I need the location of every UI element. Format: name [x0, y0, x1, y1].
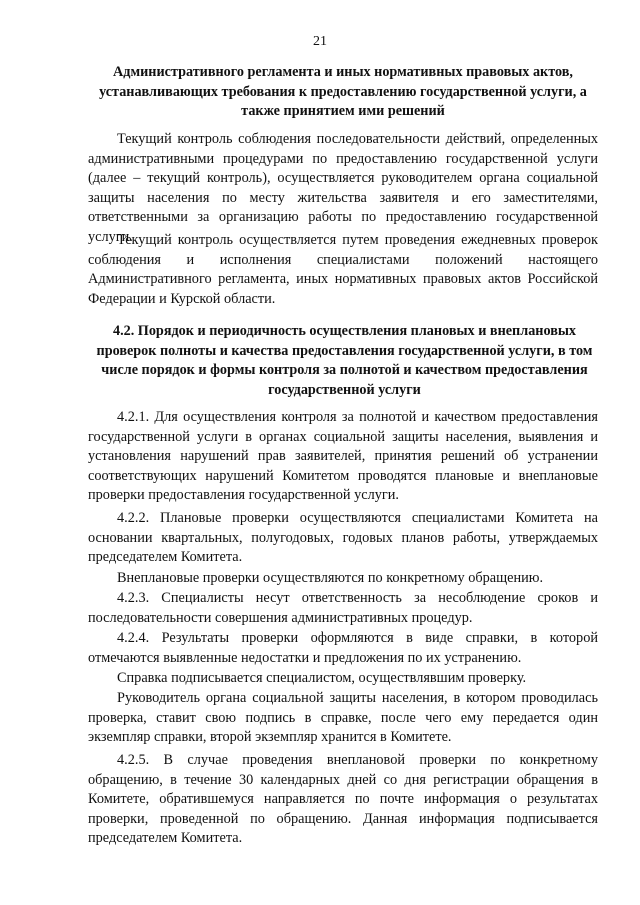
paragraph: 4.2.1. Для осуществления контроля за полнотой и качеством предоставления государственной услуги в органах социальной защиты населения, выявления и установления нарушений прав заявителей, принятия решений об устранении соответствующих нарушений Комитетом проводятся плановые и внеплановые проверки предоставления государственной услуги. [88, 409, 598, 504]
paragraph: Справка подписывается специалистом, осуществлявшим проверку. [117, 670, 527, 686]
paragraph: 4.2.5. В случае проведения внеплановой проверки по конкретному обращению, в течение 30 календарных дней со дня регистрации обращения в Комитете, обратившемуся направляется по почте информация о результатах проверки, проведенной по обращению. Данная информация подписывается председателем Комитета. [88, 752, 598, 847]
paragraph: Руководитель органа социальной защиты населения, в котором проводилась проверка, ставит свою подпись в справке, после чего ему передается один экземпляр справки, второй экземпляр хранится в Комитете. [88, 690, 598, 746]
paragraph: 4.2.2. Плановые проверки осуществляются специалистами Комитета на основании квартальных, полугодовых, годовых планов работы, утверждаемых председателем Комитета. [88, 510, 598, 566]
section-heading-4-2: 4.2. Порядок и периодичность осуществления плановых и внеплановых проверок полноты и качества предоставления государственной услуги, в том числе порядок и формы контроля за полнотой и качеством предоставления государственной услуги [96, 323, 593, 398]
paragraph: Текущий контроль соблюдения последовательности действий, определенных административными процедурами по предоставлению государственной услуги (далее – текущий контроль), осуществляется руководителем органа социальной защиты населения по месту жительства заявителя и его заместителями, ответственными за организацию работы по предоставлению государственной услуги. [88, 131, 598, 245]
section-heading: Административного регламента и иных нормативных правовых актов, устанавливающих требования к предоставлению государственной услуги, а также принятием ими решений [99, 64, 587, 119]
paragraph: Текущий контроль осуществляется путем проведения ежедневных проверок соблюдения и исполнения специалистами положений настоящего Административного регламента, иных нормативных правовых актов Российской Федерации и Курской области. [88, 232, 598, 307]
paragraph: Внеплановые проверки осуществляются по конкретному обращению. [117, 570, 544, 586]
paragraph: 4.2.3. Специалисты несут ответственность за несоблюдение сроков и последовательности совершения административных процедур. [88, 590, 598, 626]
paragraph: 4.2.4. Результаты проверки оформляются в виде справки, в которой отмечаются выявленные недостатки и предложения по их устранению. [88, 630, 598, 666]
page-number: 21 [313, 34, 327, 49]
